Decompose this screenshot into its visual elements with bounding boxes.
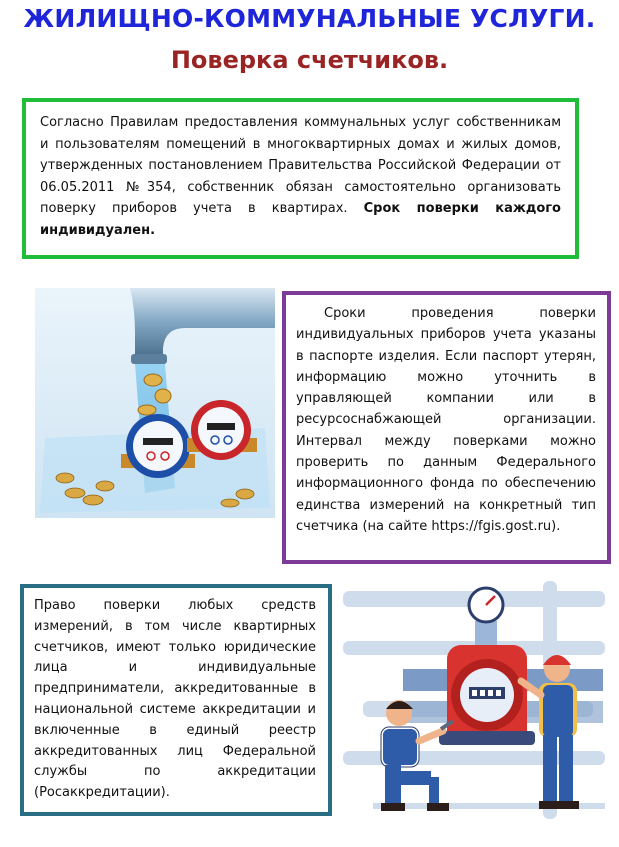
plumbers-illustration: [343, 581, 605, 819]
info-block-rules: [22, 98, 579, 259]
terms-text: Сроки проведения поверки индивидуальных приборов учета указаны в паспорте изделия. Если паспорт утерян, информацию можно уточнить в управляющей компании или в ресурсоснабжающей организации. Интервал между поверками можно проверить по данным Федерального информационного фонда по обеспечению единства измерений на конкретный тип счетчика (на сайте https://fgis.gost.ru).: [296, 306, 596, 534]
info-block-accreditation: [20, 584, 332, 816]
page-subtitle: Поверка счетчиков.: [170, 46, 449, 74]
info-block-rules-paragraph: [40, 112, 561, 241]
accreditation-text: Право поверки любых средств измерений, в том числе квартирных счетчиков, имеют только юридические лица и индивидуальные предприниматели, аккредитованные в национальной системе аккредитации и включенные в единый реестр аккредитованных лиц Федеральной службы по аккредитации (Росаккредитации).: [34, 598, 316, 801]
rules-text: Согласно Правилам предоставления коммунальных услуг собственникам и пользователям помещений в многоквартирных домах и жилых домов, утвержденных постановлением Правительства Российской Федерации от 06.05.2011 №354, собственник обязан самостоятельно организовать поверку приборов учета в квартирах.: [40, 115, 561, 216]
page-title: ЖИЛИЩНО-КОММУНАЛЬНЫЕ УСЛУГИ.: [23, 4, 596, 33]
rules-bold-text: Срок поверки каждого индивидуален.: [40, 201, 561, 238]
water-meters-photo: [35, 288, 275, 518]
info-block-terms: [282, 291, 611, 564]
